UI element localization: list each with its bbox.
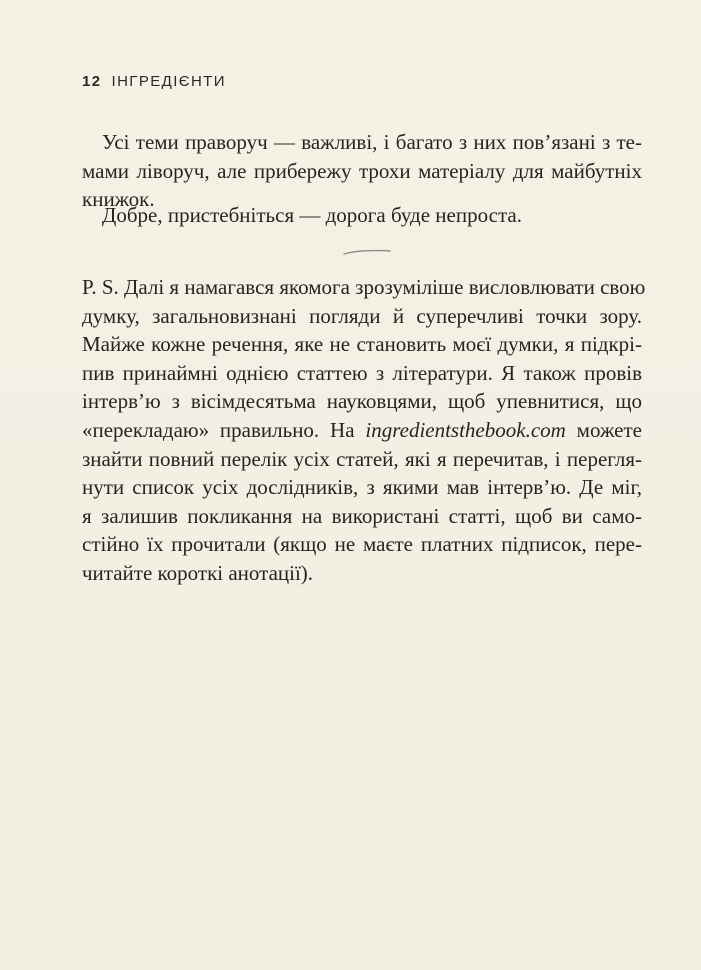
page-number: 12 xyxy=(82,73,102,90)
text-line: я залишив покликання на використані статті, щоб ви само- xyxy=(82,503,642,528)
paragraph-postscript xyxy=(82,273,646,588)
section-divider-flourish xyxy=(343,248,391,256)
text-line: P. S. Далі я намагався якомога зрозуміліше висловлювати свою xyxy=(82,275,646,299)
text-line: Майже кожне речення, яке не становить моєї думки, я підкрі- xyxy=(82,332,642,357)
running-head xyxy=(82,73,226,90)
text-line: інтерв’ю з вісімдесятьма науковцями, щоб упевнитися, що xyxy=(82,389,642,414)
text-line: книжок. xyxy=(82,187,155,212)
website-link: ingredientsthebook.com xyxy=(365,417,566,442)
text-line: стійно їх прочитали (якщо не маєте платних підписок, пере- xyxy=(82,532,642,557)
text-segment: «перекладаю» правильно. На xyxy=(82,417,366,442)
text-line: пив принаймні однією статтею з літератури. Я також провів xyxy=(82,360,642,385)
text-segment: можете xyxy=(565,417,642,442)
text-line: Добре, пристебніться — дорога буде непроста. xyxy=(102,203,522,227)
section-title: ІНГРЕДІЄНТИ xyxy=(111,73,226,90)
text-line: мами ліворуч, але прибережу трохи матеріалу для майбутніх xyxy=(82,158,642,183)
text-line: знайти повний перелік усіх статей, які я перечитав, і перегля- xyxy=(82,446,642,471)
text-line: думку, загальновизнані погляди й суперечливі точки зору. xyxy=(82,303,642,328)
text-line: читайте короткі анотації). xyxy=(82,560,314,585)
text-line-with-link xyxy=(82,416,642,445)
text-line: нути список усіх дослідників, з якими мав інтерв’ю. Де міг, xyxy=(82,475,642,500)
text-line: Усі теми праворуч — важливі, і багато з них пов’язані з те- xyxy=(102,130,642,154)
paragraph-buckle-up xyxy=(82,201,642,230)
